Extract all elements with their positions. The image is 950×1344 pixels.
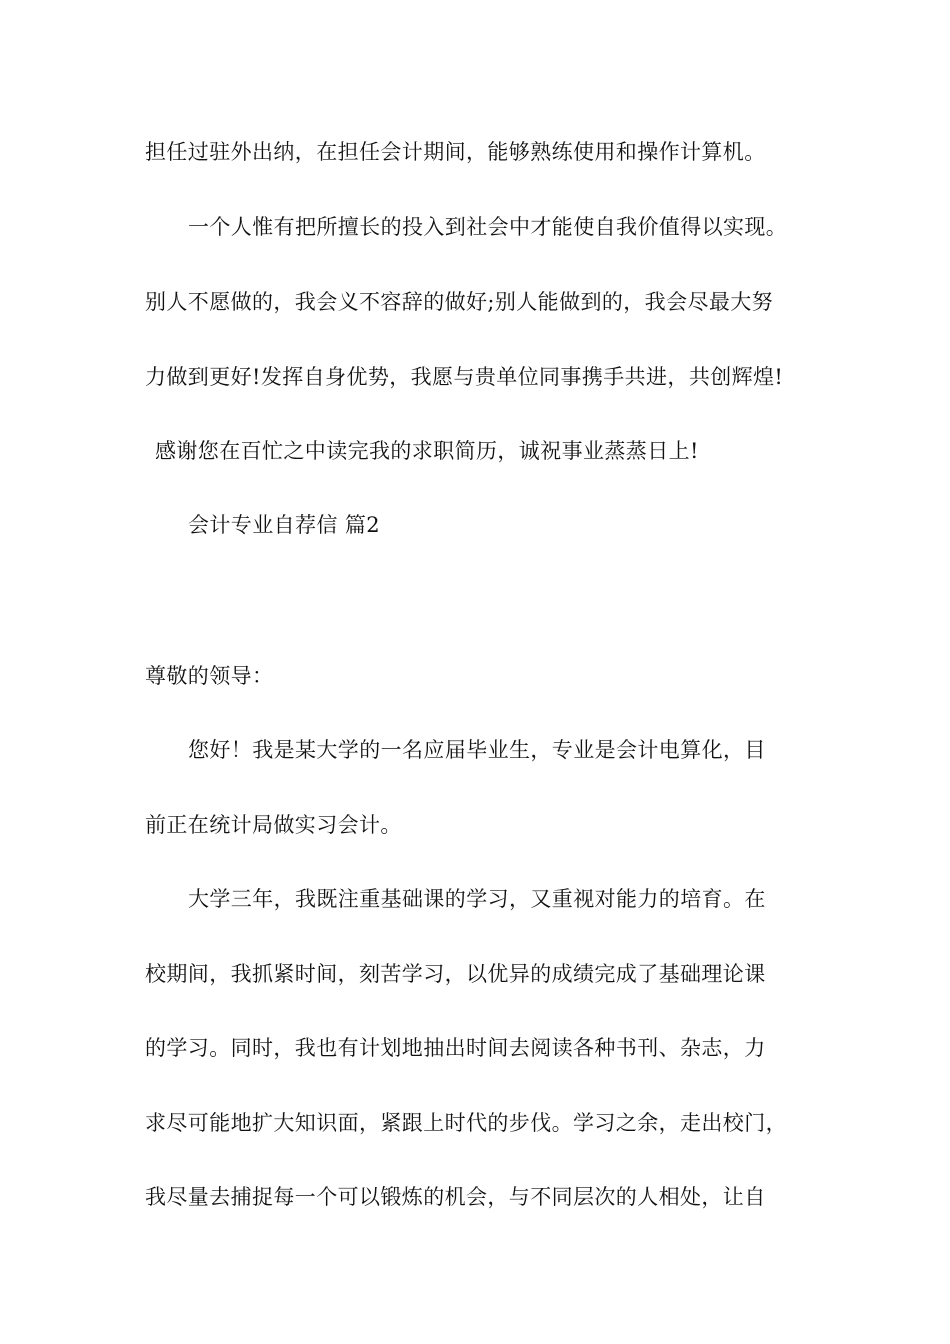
paragraph-line-12: 我尽量去捕捉每一个可以锻炼的机会，与不同层次的人相处，让自 xyxy=(145,1185,766,1209)
section-heading: 会计专业自荐信 篇2 xyxy=(188,513,381,537)
paragraph-line-6: 您好！我是某大学的一名应届毕业生，专业是会计电算化，目 xyxy=(188,738,766,762)
paragraph-line-8: 大学三年，我既注重基础课的学习，又重视对能力的培育。在 xyxy=(188,887,766,911)
paragraph-line-9: 校期间，我抓紧时间，刻苦学习，以优异的成绩完成了基础理论课 xyxy=(145,962,766,986)
paragraph-line-4: 力做到更好!发挥自身优势，我愿与贵单位同事携手共进，共创辉煌! xyxy=(145,365,784,389)
paragraph-line-1: 担任过驻外出纳，在担任会计期间，能够熟练使用和操作计算机。 xyxy=(145,140,766,164)
paragraph-line-10: 的学习。同时，我也有计划地抽出时间去阅读各种书刊、杂志，力 xyxy=(145,1036,766,1060)
paragraph-line-2: 一个人惟有把所擅长的投入到社会中才能使自我价值得以实现。 xyxy=(188,215,788,239)
paragraph-line-7: 前正在统计局做实习会计。 xyxy=(145,813,402,837)
paragraph-line-11: 求尽可能地扩大知识面，紧跟上时代的步伐。学习之余，走出校门， xyxy=(145,1111,787,1135)
salutation: 尊敬的领导： xyxy=(145,664,274,688)
paragraph-line-5: 感谢您在百忙之中读完我的求职简历，诚祝事业蒸蒸日上! xyxy=(155,439,699,463)
paragraph-line-3: 别人不愿做的，我会义不容辞的做好;别人能做到的，我会尽最大努 xyxy=(145,290,774,314)
